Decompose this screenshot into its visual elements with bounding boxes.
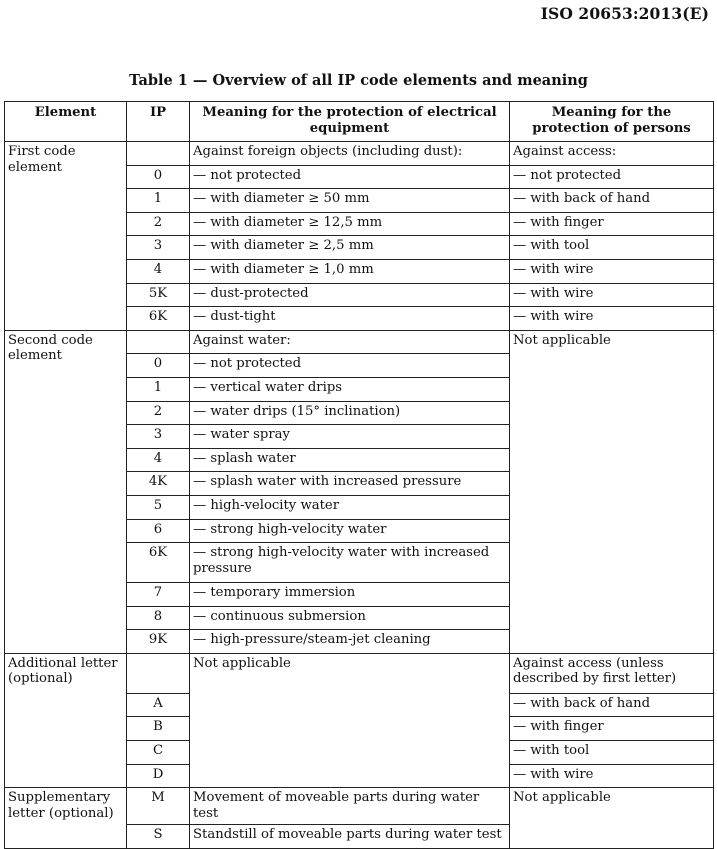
ip-cell: 0 (127, 354, 190, 378)
ip-cell: B (127, 717, 190, 741)
ip-cell: 2 (127, 212, 190, 236)
ip-cell: 5K (127, 283, 190, 307)
equipment-cell: — strong high-velocity water (190, 519, 510, 543)
equipment-cell: — strong high-velocity water with increased pressure (190, 543, 510, 583)
header-row (5, 102, 714, 142)
ip-cell (127, 653, 190, 693)
ip-cell: 1 (127, 377, 190, 401)
table-row (5, 330, 714, 354)
equipment-cell: Standstill of moveable parts during water test (190, 825, 510, 849)
persons-cell: — not protected (510, 165, 714, 189)
equipment-cell: — with diameter ≥ 12,5 mm (190, 212, 510, 236)
table-row (5, 653, 714, 693)
ip-cell: S (127, 825, 190, 849)
ip-cell: 1 (127, 189, 190, 213)
equipment-cell: — dust-protected (190, 283, 510, 307)
equipment-cell: — splash water (190, 448, 510, 472)
ip-cell: 4 (127, 259, 190, 283)
table-row (5, 788, 714, 825)
ip-cell: 0 (127, 165, 190, 189)
ip-cell: 3 (127, 236, 190, 260)
equipment-cell: Against foreign objects (including dust): (190, 142, 510, 166)
persons-cell: — with wire (510, 259, 714, 283)
persons-not-applicable: Not applicable (510, 330, 714, 653)
persons-cell: — with tool (510, 236, 714, 260)
equipment-cell: — high-velocity water (190, 495, 510, 519)
persons-cell: Against access: (510, 142, 714, 166)
ip-cell: 3 (127, 425, 190, 449)
persons-cell: — with wire (510, 764, 714, 788)
persons-cell: — with tool (510, 741, 714, 765)
header-equipment: Meaning for the protection of electrical equipment (190, 102, 510, 142)
equipment-cell: Against water: (190, 330, 510, 354)
ip-cell: 5 (127, 495, 190, 519)
ip-cell: 6K (127, 307, 190, 331)
ip-code-table (4, 101, 714, 849)
ip-cell: C (127, 741, 190, 765)
ip-cell: M (127, 788, 190, 825)
equipment-cell: — high-pressure/steam-jet cleaning (190, 630, 510, 654)
ip-cell: 6 (127, 519, 190, 543)
equipment-cell: — continuous submersion (190, 606, 510, 630)
ip-cell: 4K (127, 472, 190, 496)
persons-cell: Against access (unless described by first letter) (510, 653, 714, 693)
table-row (5, 142, 714, 166)
header-element: Element (5, 102, 127, 142)
header-persons: Meaning for the protection of persons (510, 102, 714, 142)
equipment-cell: — dust-tight (190, 307, 510, 331)
ip-cell: 8 (127, 606, 190, 630)
equipment-cell: — water spray (190, 425, 510, 449)
persons-cell: — with back of hand (510, 189, 714, 213)
second-element-label: Second code element (5, 330, 127, 653)
additional-element-label: Additional letter (optional) (5, 653, 127, 787)
equipment-cell: — with diameter ≥ 2,5 mm (190, 236, 510, 260)
ip-cell: 9K (127, 630, 190, 654)
equipment-cell: — splash water with increased pressure (190, 472, 510, 496)
ip-cell: D (127, 764, 190, 788)
first-element-label: First code element (5, 142, 127, 331)
ip-cell: 2 (127, 401, 190, 425)
equipment-cell: Movement of moveable parts during water test (190, 788, 510, 825)
ip-cell: 7 (127, 583, 190, 607)
supplementary-element-label: Supplementary letter (optional) (5, 788, 127, 849)
persons-cell: — with finger (510, 212, 714, 236)
equipment-cell: — temporary immersion (190, 583, 510, 607)
equipment-cell: — with diameter ≥ 1,0 mm (190, 259, 510, 283)
equipment-cell: — not protected (190, 165, 510, 189)
equipment-cell: — with diameter ≥ 50 mm (190, 189, 510, 213)
equipment-not-applicable: Not applicable (190, 653, 510, 787)
ip-cell (127, 142, 190, 166)
persons-cell: — with wire (510, 307, 714, 331)
ip-cell (127, 330, 190, 354)
ip-cell: A (127, 693, 190, 717)
equipment-cell: — water drips (15° inclination) (190, 401, 510, 425)
ip-cell: 6K (127, 543, 190, 583)
document-id: ISO 20653:2013(E) (540, 4, 709, 23)
table-caption: Table 1 — Overview of all IP code elements and meaning (129, 72, 588, 89)
persons-not-applicable: Not applicable (510, 788, 714, 849)
persons-cell: — with back of hand (510, 693, 714, 717)
equipment-cell: — not protected (190, 354, 510, 378)
equipment-cell: — vertical water drips (190, 377, 510, 401)
persons-cell: — with wire (510, 283, 714, 307)
header-ip: IP (127, 102, 190, 142)
persons-cell: — with finger (510, 717, 714, 741)
ip-cell: 4 (127, 448, 190, 472)
